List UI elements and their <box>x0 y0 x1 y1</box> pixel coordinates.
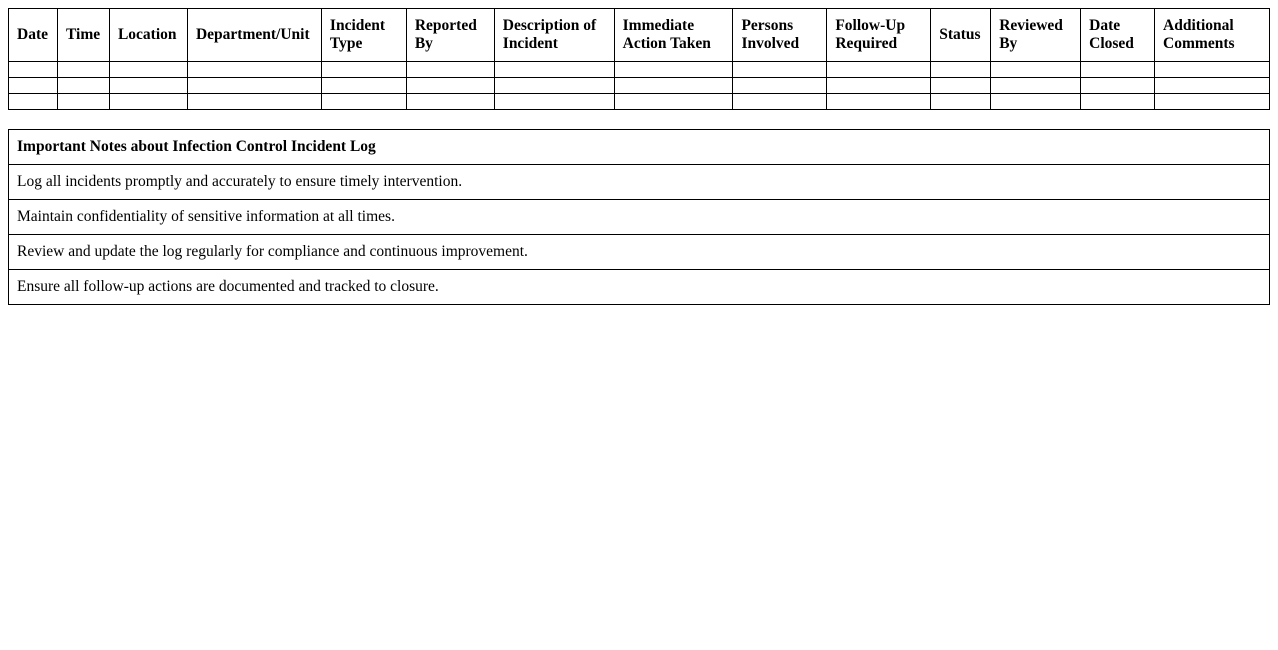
table-cell[interactable] <box>494 78 614 94</box>
table-row <box>9 94 1270 110</box>
table-cell[interactable] <box>57 78 109 94</box>
note-item: Ensure all follow-up actions are documented and tracked to closure. <box>9 270 1270 305</box>
note-row <box>9 235 1270 270</box>
table-cell[interactable] <box>1081 94 1155 110</box>
table-cell[interactable] <box>109 62 187 78</box>
table-cell[interactable] <box>733 62 827 78</box>
table-cell[interactable] <box>931 78 991 94</box>
table-cell[interactable] <box>827 94 931 110</box>
column-header-incident-type: Incident Type <box>321 9 406 62</box>
table-cell[interactable] <box>494 94 614 110</box>
document <box>8 8 1270 305</box>
table-cell[interactable] <box>187 78 321 94</box>
table-cell[interactable] <box>931 62 991 78</box>
table-cell[interactable] <box>321 62 406 78</box>
column-header-additional-comments: Additional Comments <box>1155 9 1270 62</box>
table-cell[interactable] <box>57 94 109 110</box>
table-cell[interactable] <box>733 78 827 94</box>
table-cell[interactable] <box>9 94 58 110</box>
table-cell[interactable] <box>9 78 58 94</box>
notes-title: Important Notes about Infection Control Incident Log <box>9 130 1270 165</box>
table-row <box>9 62 1270 78</box>
column-header-date-closed: Date Closed <box>1081 9 1155 62</box>
table-cell[interactable] <box>406 94 494 110</box>
note-row <box>9 200 1270 235</box>
column-header-department-unit: Department/Unit <box>187 9 321 62</box>
column-header-reviewed-by: Reviewed By <box>991 9 1081 62</box>
table-cell[interactable] <box>614 62 733 78</box>
table-cell[interactable] <box>494 62 614 78</box>
table-cell[interactable] <box>614 78 733 94</box>
table-cell[interactable] <box>991 78 1081 94</box>
table-cell[interactable] <box>321 94 406 110</box>
table-cell[interactable] <box>109 94 187 110</box>
column-header-date: Date <box>9 9 58 62</box>
table-cell[interactable] <box>1081 62 1155 78</box>
column-header-persons-involved: Persons Involved <box>733 9 827 62</box>
table-cell[interactable] <box>321 78 406 94</box>
table-cell[interactable] <box>1155 62 1270 78</box>
table-cell[interactable] <box>991 94 1081 110</box>
note-row <box>9 270 1270 305</box>
table-cell[interactable] <box>931 94 991 110</box>
note-item: Maintain confidentiality of sensitive information at all times. <box>9 200 1270 235</box>
header-row <box>9 9 1270 62</box>
column-header-description: Description of Incident <box>494 9 614 62</box>
table-row <box>9 78 1270 94</box>
table-cell[interactable] <box>827 62 931 78</box>
table-cell[interactable] <box>1155 78 1270 94</box>
notes-table <box>8 129 1270 305</box>
table-cell[interactable] <box>9 62 58 78</box>
incident-log-table <box>8 8 1270 110</box>
table-cell[interactable] <box>827 78 931 94</box>
column-header-follow-up: Follow-Up Required <box>827 9 931 62</box>
table-cell[interactable] <box>406 78 494 94</box>
table-cell[interactable] <box>991 62 1081 78</box>
column-header-location: Location <box>109 9 187 62</box>
table-cell[interactable] <box>733 94 827 110</box>
table-cell[interactable] <box>57 62 109 78</box>
note-item: Review and update the log regularly for compliance and continuous improvement. <box>9 235 1270 270</box>
table-cell[interactable] <box>1155 94 1270 110</box>
column-header-time: Time <box>57 9 109 62</box>
note-row <box>9 165 1270 200</box>
table-cell[interactable] <box>614 94 733 110</box>
table-cell[interactable] <box>187 62 321 78</box>
note-item: Log all incidents promptly and accurately to ensure timely intervention. <box>9 165 1270 200</box>
table-cell[interactable] <box>406 62 494 78</box>
column-header-reported-by: Reported By <box>406 9 494 62</box>
table-cell[interactable] <box>109 78 187 94</box>
notes-title-row <box>9 130 1270 165</box>
column-header-status: Status <box>931 9 991 62</box>
table-cell[interactable] <box>1081 78 1155 94</box>
table-cell[interactable] <box>187 94 321 110</box>
column-header-immediate-action: Immediate Action Taken <box>614 9 733 62</box>
